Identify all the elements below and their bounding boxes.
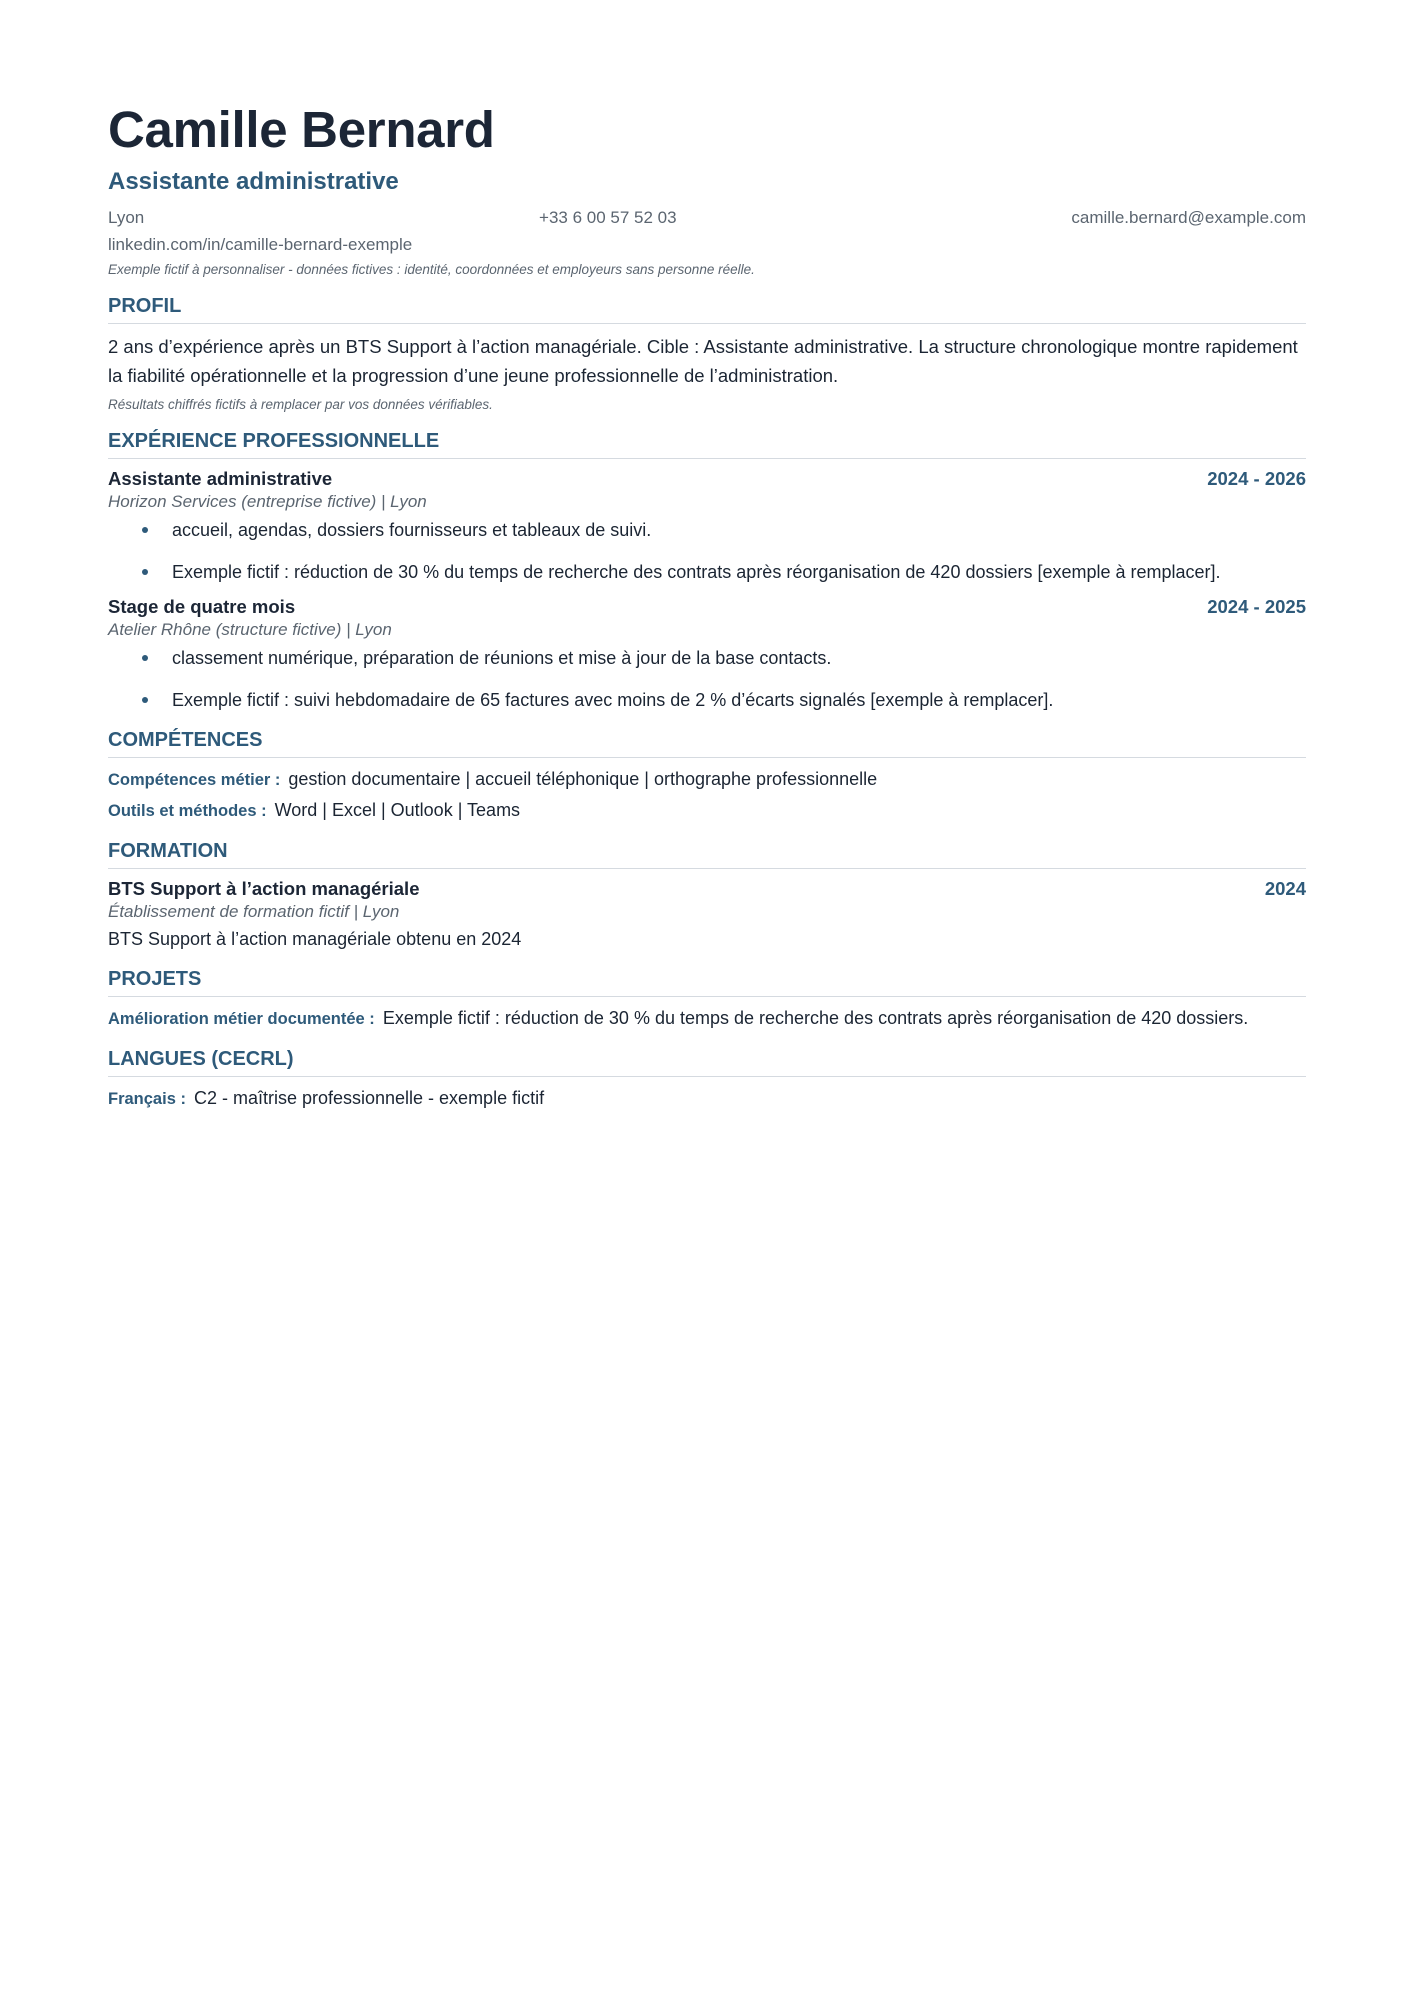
bullet-dot-icon — [142, 569, 148, 575]
projects-heading: PROJETS — [108, 966, 1306, 997]
skills-row-tools — [108, 797, 1306, 824]
language-label: Français : — [108, 1090, 186, 1108]
experience-list — [108, 467, 1306, 713]
experience-heading: EXPÉRIENCE PROFESSIONNELLE — [108, 428, 1306, 459]
skills-row-business — [108, 766, 1306, 793]
contact-linkedin: linkedin.com/in/camille-bernard-exemple — [108, 235, 413, 254]
skills-label: Compétences métier : — [108, 771, 281, 789]
experience-entry-head — [108, 467, 1306, 491]
education-entry — [108, 877, 1306, 952]
languages-heading: LANGUES (CECRL) — [108, 1046, 1306, 1077]
education-detail: BTS Support à l’action managériale obtenu en 2024 — [108, 929, 522, 949]
candidate-name: Camille Bernard — [108, 101, 495, 158]
contact-row — [108, 207, 1306, 229]
bullet-dot-icon — [142, 655, 148, 661]
education-degree: BTS Support à l’action managériale — [108, 878, 420, 899]
language-value: C2 - maîtrise professionnelle - exemple fictif — [193, 1088, 545, 1108]
experience-job-title: Stage de quatre mois — [108, 596, 296, 617]
languages-body — [108, 1085, 1306, 1112]
experience-section — [108, 428, 1306, 713]
profile-summary: 2 ans d’expérience après un BTS Support à l’action managériale. Cible : Assistante administrative. La structure chronologique montre rapidement la fiabilité opérationnelle et la progression d’une jeune professionnelle de l’administration. — [108, 336, 1298, 386]
project-label: Amélioration métier documentée : — [108, 1010, 375, 1028]
contact-phone: +33 6 00 57 52 03 — [539, 208, 677, 227]
education-heading: FORMATION — [108, 838, 1306, 869]
profile-note: Résultats chiffrés fictifs à remplacer par vos données vérifiables. — [108, 397, 493, 412]
experience-job-title: Assistante administrative — [108, 468, 333, 489]
project-value: Exemple fictif : réduction de 30 % du temps de recherche des contrats après réorganisation de 420 dossiers. — [382, 1008, 1249, 1028]
experience-bullets — [108, 645, 1306, 713]
fictional-data-disclaimer: Exemple fictif à personnaliser - données fictives : identité, coordonnées et employeurs sans personne réelle. — [108, 262, 755, 277]
bullet-dot-icon — [142, 697, 148, 703]
skills-heading: COMPÉTENCES — [108, 727, 1306, 758]
target-job-title: Assistante administrative — [108, 168, 399, 195]
experience-organization: Atelier Rhône (structure fictive) | Lyon — [108, 620, 392, 639]
experience-entry-head — [108, 595, 1306, 619]
skills-section — [108, 727, 1306, 824]
experience-bullet — [142, 559, 1306, 585]
education-section — [108, 838, 1306, 952]
experience-entry — [108, 467, 1306, 585]
experience-organization: Horizon Services (entreprise fictive) | Lyon — [108, 492, 427, 511]
experience-bullet-text: classement numérique, préparation de réunions et mise à jour de la base contacts. — [172, 648, 832, 668]
education-date: 2024 — [1264, 878, 1306, 899]
profile-section — [108, 293, 1306, 414]
bullet-dot-icon — [142, 527, 148, 533]
projects-body — [108, 1005, 1306, 1032]
profile-heading: PROFIL — [108, 293, 1306, 324]
skills-body — [108, 766, 1306, 824]
contact-city: Lyon — [108, 208, 145, 227]
experience-bullet — [142, 645, 1306, 671]
language-item — [108, 1085, 1306, 1112]
experience-bullet — [142, 687, 1306, 713]
skills-value: Word | Excel | Outlook | Teams — [274, 800, 521, 820]
experience-bullet — [142, 517, 1306, 543]
resume-header — [108, 100, 1306, 279]
contact-email: camille.bernard@example.com — [1071, 208, 1306, 227]
experience-entry — [108, 595, 1306, 713]
experience-bullet-text: Exemple fictif : suivi hebdomadaire de 65 factures avec moins de 2 % d’écarts signalés [exemple à remplacer]. — [172, 690, 1054, 710]
experience-dates: 2024 - 2025 — [1207, 596, 1306, 617]
experience-bullet-text: Exemple fictif : réduction de 30 % du temps de recherche des contrats après réorganisation de 420 dossiers [exemple à remplacer]. — [172, 562, 1221, 582]
education-entry-head — [108, 877, 1306, 901]
languages-section — [108, 1046, 1306, 1112]
experience-bullets — [108, 517, 1306, 585]
projects-section — [108, 966, 1306, 1032]
profile-body — [108, 332, 1306, 414]
project-item — [108, 1005, 1306, 1032]
experience-dates: 2024 - 2026 — [1207, 468, 1306, 489]
experience-bullet-text: accueil, agendas, dossiers fournisseurs et tableaux de suivi. — [172, 520, 652, 540]
education-school: Établissement de formation fictif | Lyon — [108, 902, 400, 921]
skills-value: gestion documentaire | accueil téléphonique | orthographe professionnelle — [288, 769, 878, 789]
skills-label: Outils et méthodes : — [108, 802, 267, 820]
